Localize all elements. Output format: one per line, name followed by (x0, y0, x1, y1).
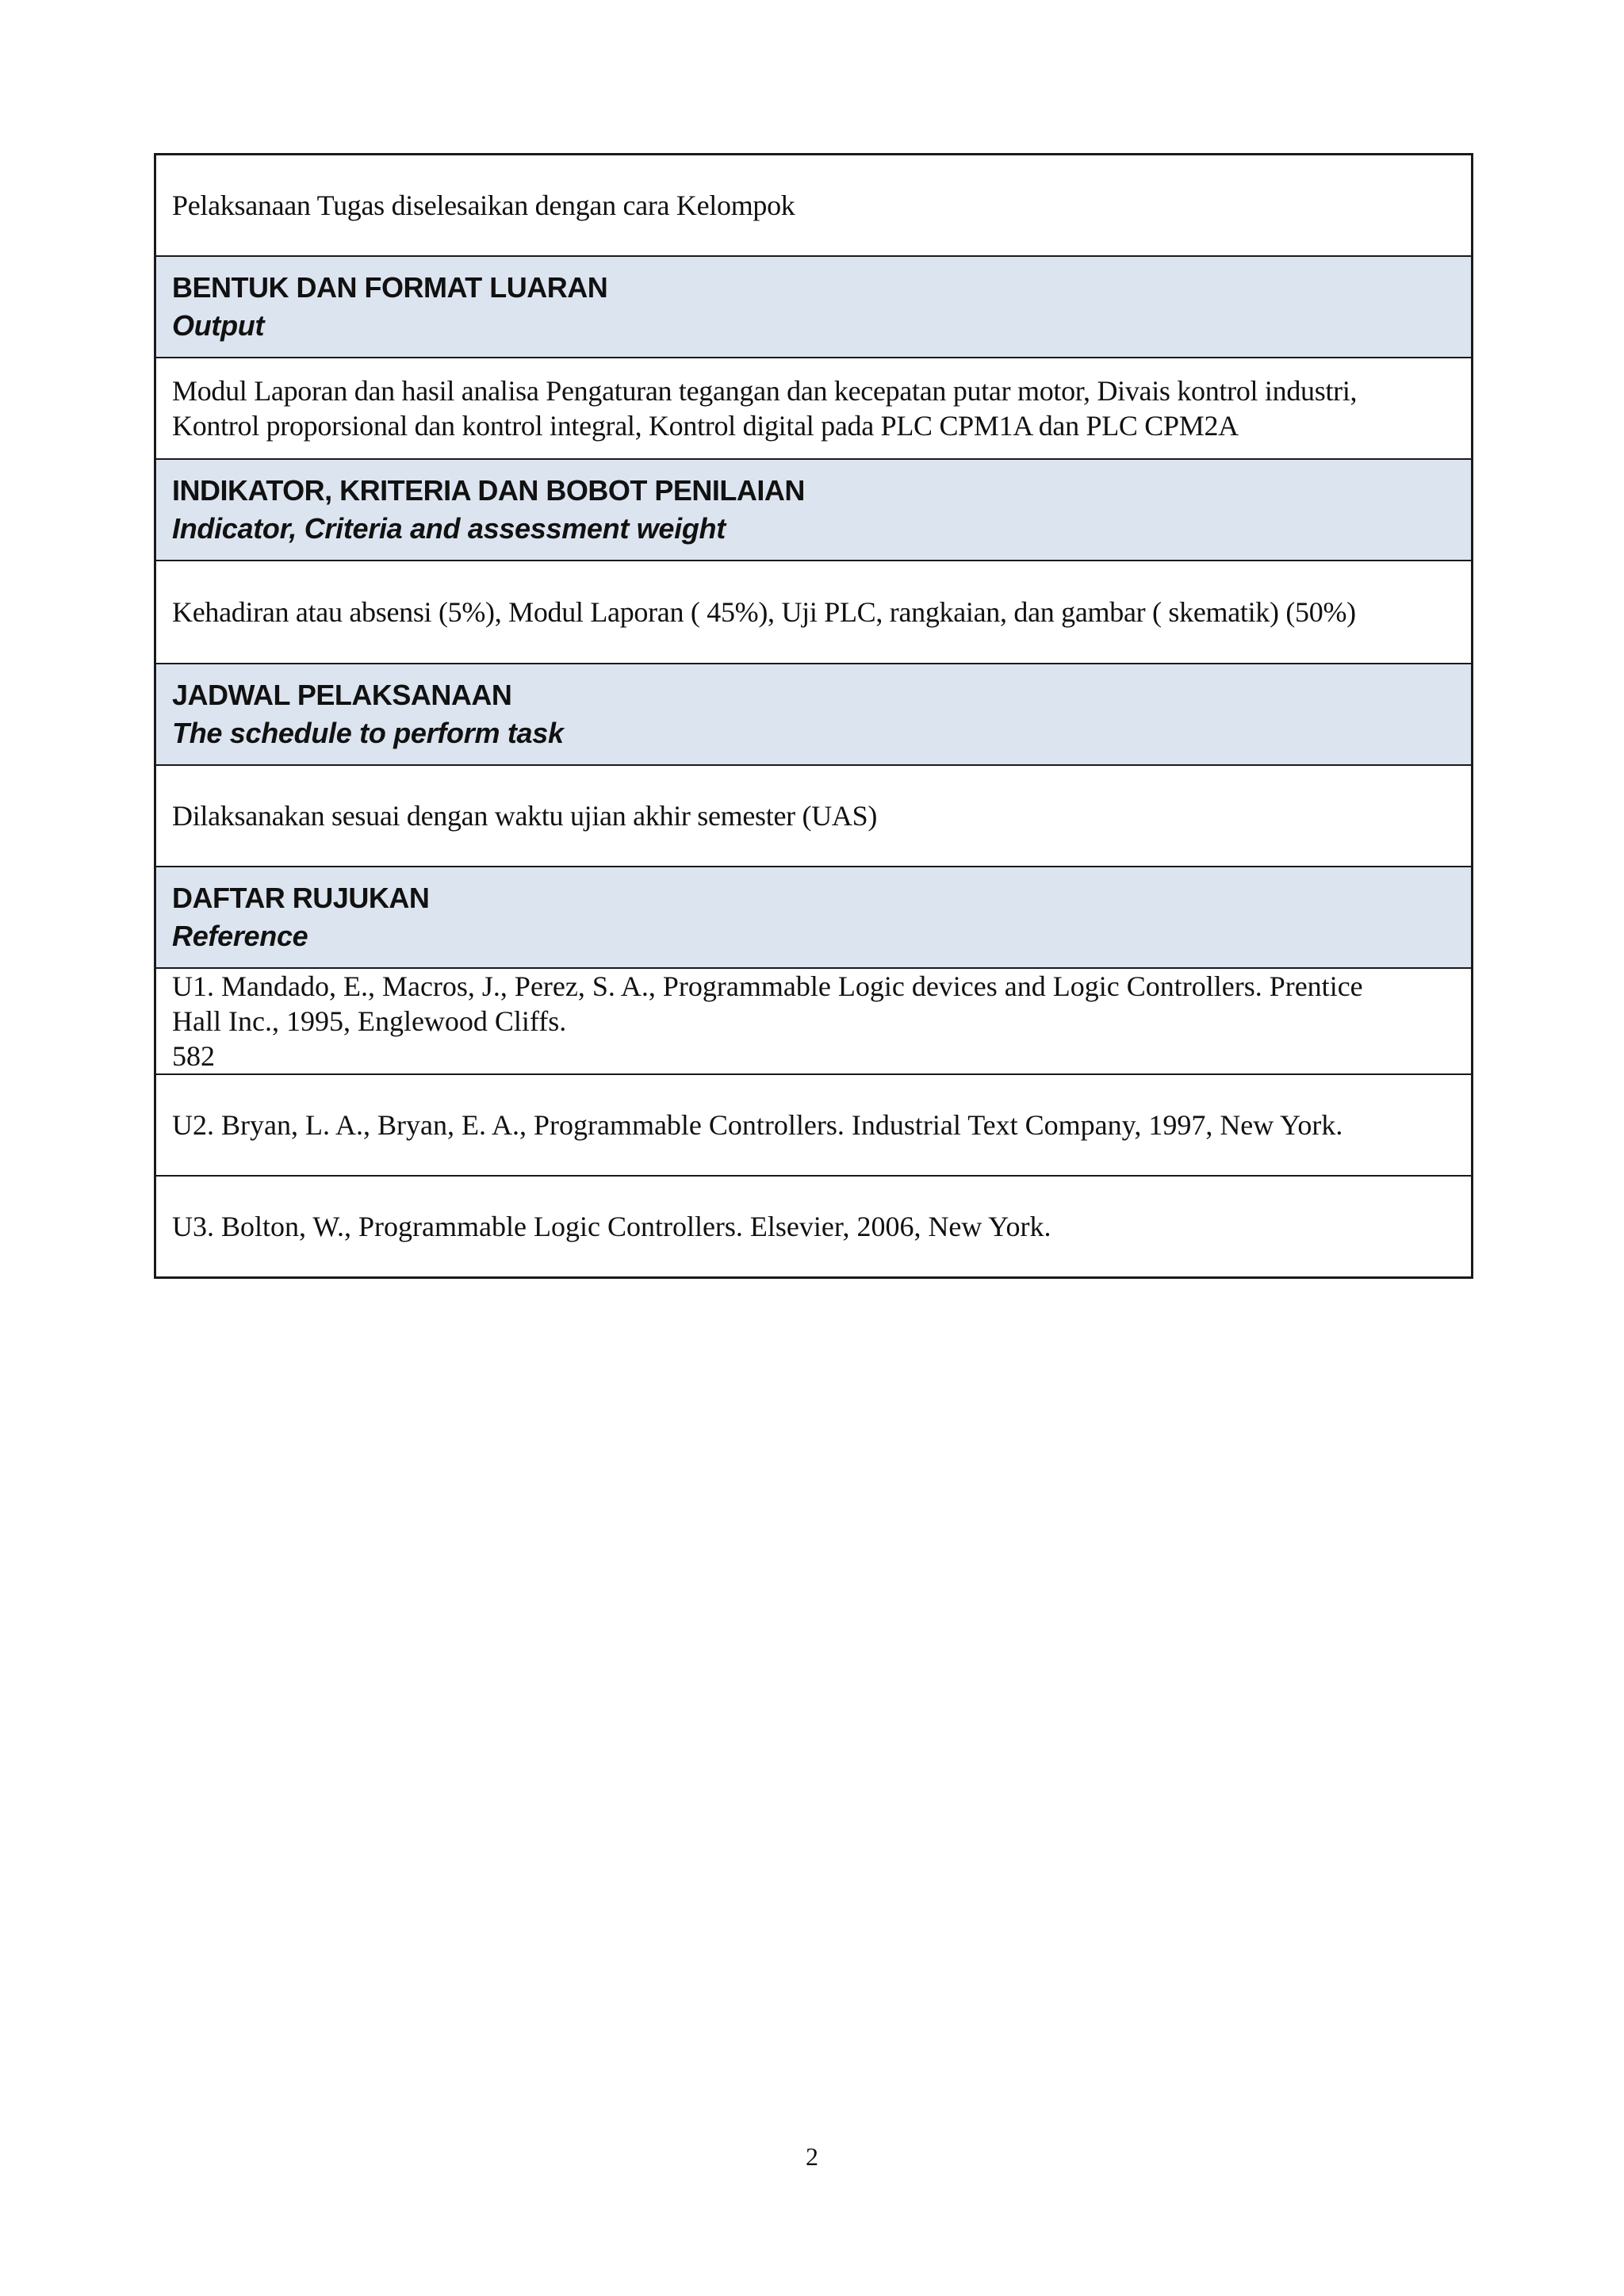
output-text-line-2: Kontrol proporsional dan kontrol integral, Kontrol digital pada PLC CPM1A dan PLC CPM2A (172, 410, 1239, 442)
indicator-text: Kehadiran atau absensi (5%), Modul Laporan ( 45%), Uji PLC, rangkaian, dan gambar ( skematik) (50%) (172, 596, 1356, 628)
output-header-title: BENTUK DAN FORMAT LUARAN (172, 271, 608, 304)
reference-header-row (156, 867, 1471, 969)
indicator-text-row (156, 561, 1471, 664)
reference-u3-row (156, 1177, 1471, 1276)
output-text-row (156, 358, 1471, 460)
indicator-header-subtitle: Indicator, Criteria and assessment weight (172, 512, 726, 545)
output-text (172, 373, 1357, 443)
task-execution-text: Pelaksanaan Tugas diselesaikan dengan cara Kelompok (172, 189, 795, 221)
reference-u1-line-3: 582 (172, 1040, 215, 1072)
reference-u2-row (156, 1075, 1471, 1177)
schedule-header-row (156, 664, 1471, 766)
schedule-text: Dilaksanakan sesuai dengan waktu ujian akhir semester (UAS) (172, 800, 878, 832)
schedule-header-subtitle: The schedule to perform task (172, 717, 564, 749)
indicator-header-title: INDIKATOR, KRITERIA DAN BOBOT PENILAIAN (172, 474, 805, 507)
page-number: 2 (806, 2142, 818, 2171)
task-execution-row (156, 155, 1471, 257)
reference-u1-line-2: Hall Inc., 1995, Englewood Cliffs. (172, 1005, 567, 1037)
reference-u1-line-1: U1. Mandado, E., Macros, J., Perez, S. A., Programmable Logic devices and Logic Controllers. Prentice (172, 970, 1363, 1002)
indicator-header-row (156, 460, 1471, 561)
schedule-header-title: JADWAL PELAKSANAAN (172, 679, 512, 711)
reference-u3-text: U3. Bolton, W., Programmable Logic Controllers. Elsevier, 2006, New York. (172, 1211, 1051, 1242)
reference-u1-row (156, 969, 1471, 1075)
output-text-line-1: Modul Laporan dan hasil analisa Pengaturan tegangan dan kecepatan putar motor, Divais kontrol industri, (172, 375, 1358, 407)
reference-header-title: DAFTAR RUJUKAN (172, 882, 430, 914)
schedule-text-row (156, 766, 1471, 867)
reference-u2-text: U2. Bryan, L. A., Bryan, E. A., Programmable Controllers. Industrial Text Company, 1997, New York. (172, 1109, 1343, 1141)
output-header-subtitle: Output (172, 309, 265, 342)
assignment-table (154, 153, 1473, 1279)
output-header-row (156, 257, 1471, 358)
reference-header-subtitle: Reference (172, 920, 308, 952)
